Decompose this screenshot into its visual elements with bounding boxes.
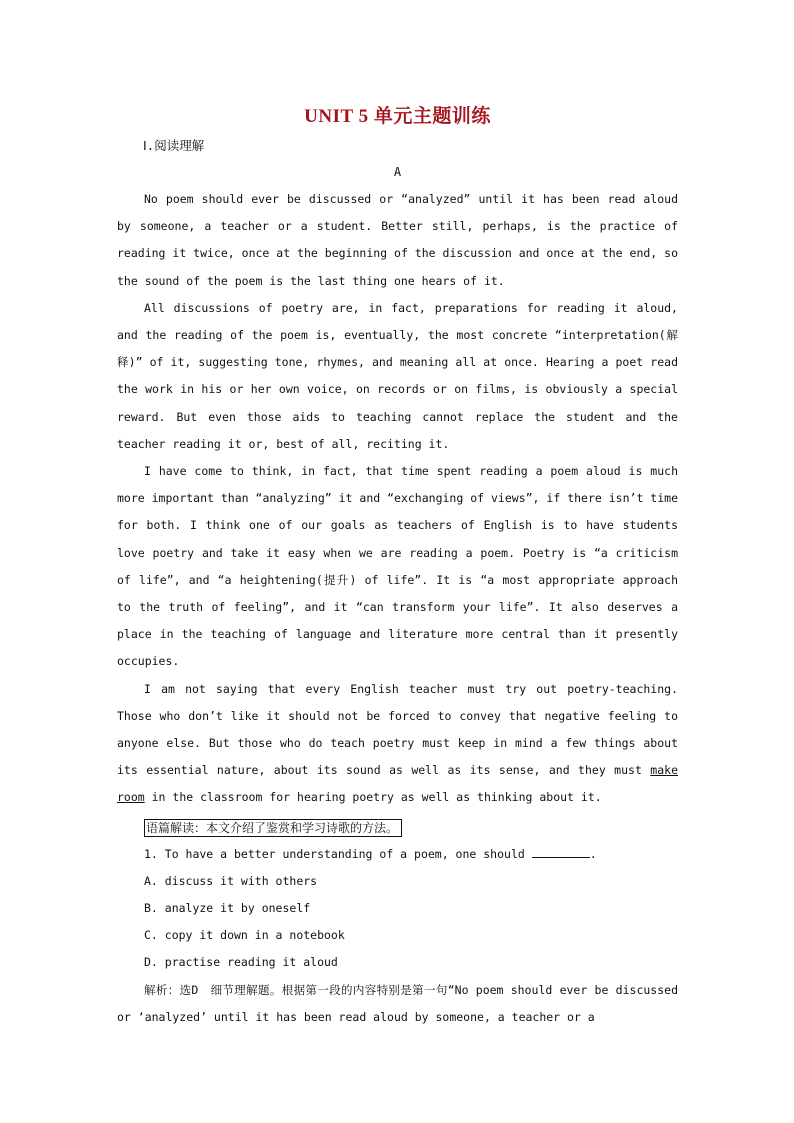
paragraph-2: All discussions of poetry are, in fact, preparations for reading it aloud, and the reading of the poem is, eventually, the most concrete “interpretation(解释)” of it, suggesting tone, rhymes, and meaning all at once. Hearing a poet read the work in his or her own voice, on records or on films, is obviously a special reward. But even those aids to teaching cannot replace the student and the teacher reading it or, best of all, reciting it.	[117, 300, 678, 451]
answer-blank	[532, 847, 590, 858]
option-c: C. copy it down in a notebook	[144, 928, 345, 943]
section-heading: Ⅰ.阅读理解	[143, 138, 205, 153]
question-1	[144, 841, 678, 868]
underlined-phrase: make room	[117, 763, 678, 805]
option-b: B. analyze it by oneself	[144, 901, 311, 916]
passage-summary-box: 语篇解读：本文介绍了鉴赏和学习诗歌的方法。	[144, 819, 402, 837]
document-page	[117, 104, 678, 1031]
question-1-stem: 1. To have a better understanding of a poem, one should	[144, 846, 525, 861]
option-a: A. discuss it with others	[144, 873, 318, 888]
paragraph-4-after: in the classroom for hearing poetry as well as thinking about it.	[144, 790, 602, 805]
page-title: UNIT 5 单元主题训练	[304, 106, 491, 127]
question-1-stem-end: .	[589, 846, 597, 861]
paragraph-4	[117, 676, 678, 812]
analysis-text: 解析：选D 细节理解题。根据第一段的内容特别是第一句“No poem should ever be discussed or ‘analyzed’ until it has been read aloud by someone, a teacher or a	[117, 982, 678, 1024]
paragraph-3: I have come to think, in fact, that time spent reading a poem aloud is much more important than “analyzing” it and “exchanging of views”, if there isn’t time for both. I think one of our goals as teachers of English is to have students love poetry and take it easy when we are reading a poem. Poetry is “a criticism of life”, and “a heightening(提升) of life”. It is “a most appropriate approach to the truth of feeling”, and it “can transform your life”. It also deserves a place in the teaching of language and literature more central than it presently occupies.	[117, 464, 678, 669]
passage-label: A	[393, 165, 402, 179]
paragraph-4-before: I am not saying that every English teacher must try out poetry-teaching. Those who don’t like it should not be forced to convey that negative feeling to anyone else. But those who do teach poetry must keep in mind a few things about its essential nature, about its sound as well as its sense, and they must	[117, 681, 678, 778]
paragraph-1: No poem should ever be discussed or “analyzed” until it has been read aloud by someone, a teacher or a student. Better still, perhaps, is the practice of reading it twice, once at the beginning of the discussion and once at the end, so the sound of the poem is the last thing one hears of it.	[117, 192, 678, 288]
option-d: D. practise reading it aloud	[144, 955, 338, 970]
